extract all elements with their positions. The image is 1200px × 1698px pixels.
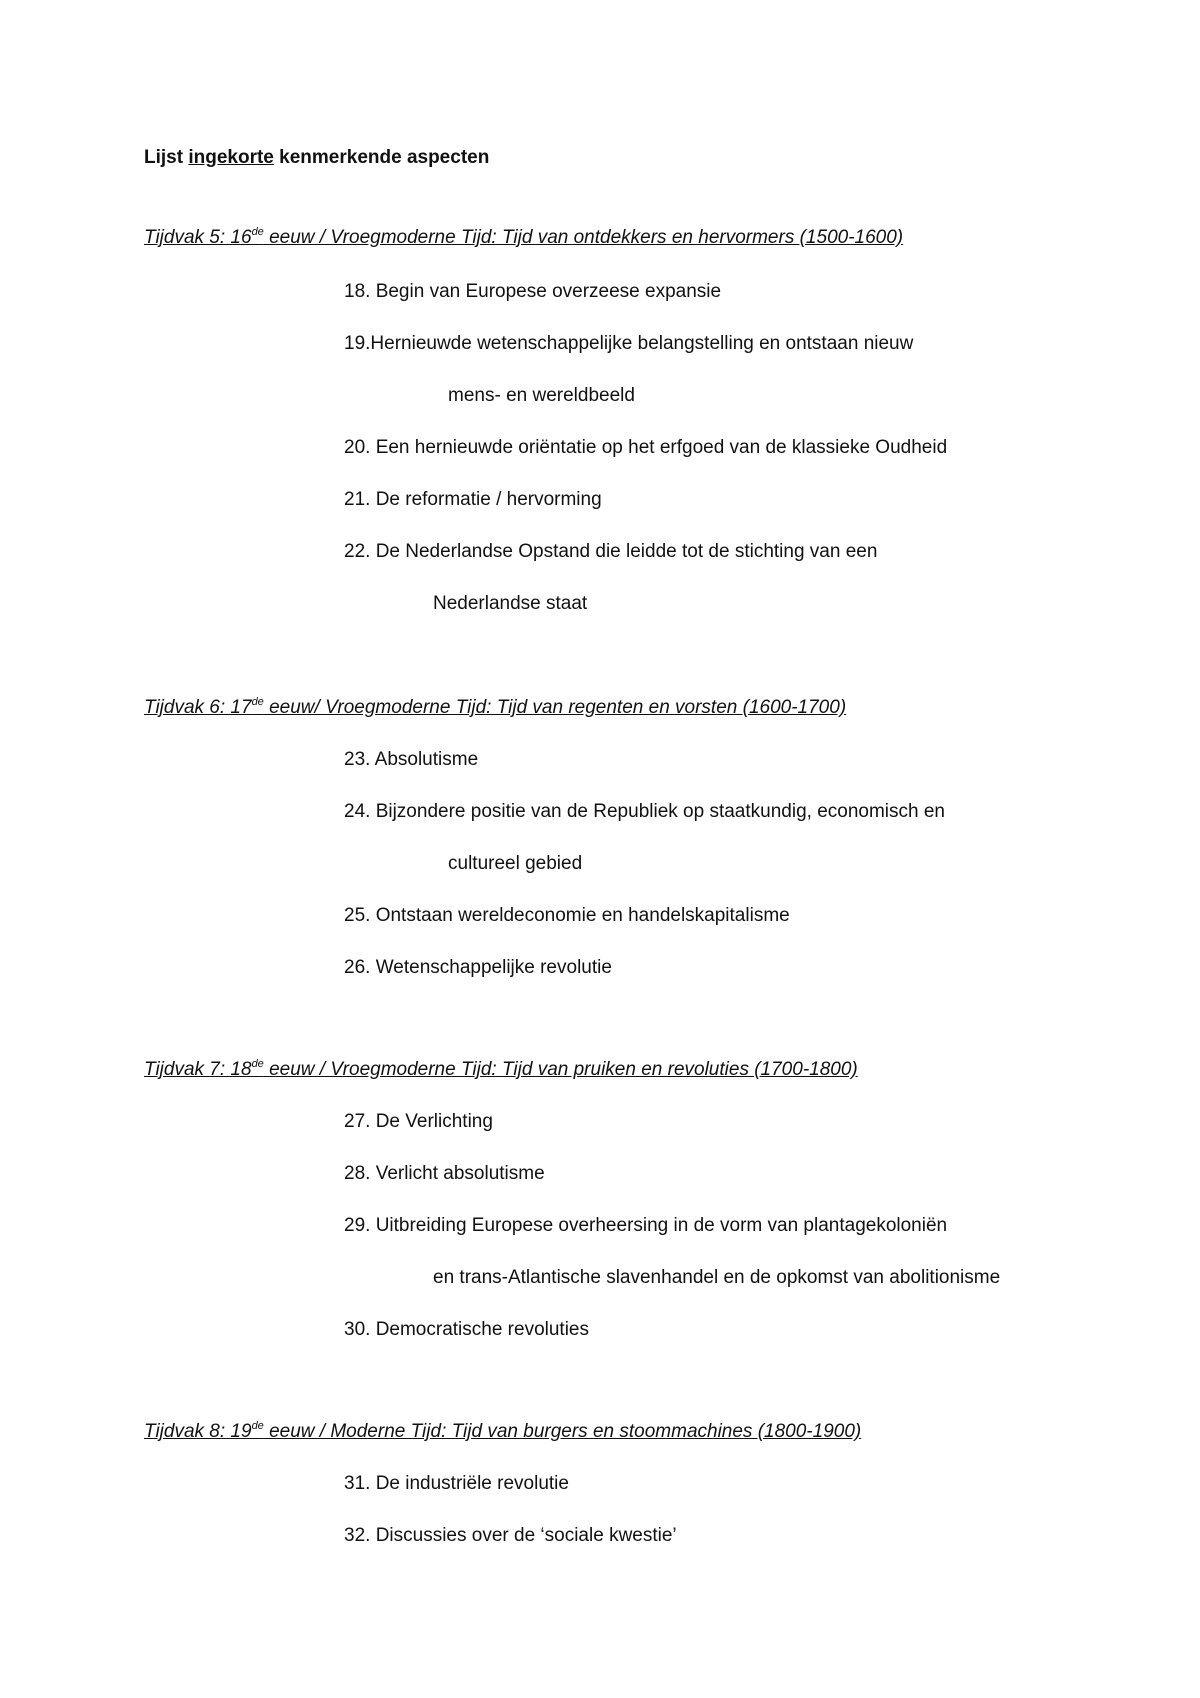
section-heading-tijdvak-8: Tijdvak 8: 19de eeuw / Moderne Tijd: Tijd van burgers en stoommachines (1800-1900) [144,1420,862,1442]
list-item-22-continuation: Nederlandse staat [433,593,588,614]
list-item-24: 24. Bijzondere positie van de Republiek op staatkundig, economisch en [344,801,945,822]
list-item-30: 30. Democratische revoluties [344,1319,589,1340]
section-heading-tijdvak-5: Tijdvak 5: 16de eeuw / Vroegmoderne Tijd: Tijd van ontdekkers en hervormers (1500-1600) [144,226,904,248]
list-item-32: 32. Discussies over de ‘sociale kwestie’ [344,1525,677,1546]
list-item-29-continuation: en trans-Atlantische slavenhandel en de opkomst van abolitionisme [433,1267,1001,1288]
document-title: Lijst ingekorte kenmerkende aspecten [144,147,490,168]
list-item-31: 31. De industriële revolutie [344,1473,569,1494]
list-item-22: 22. De Nederlandse Opstand die leidde tot de stichting van een [344,541,878,562]
list-item-23: 23. Absolutisme [344,749,479,770]
list-item-19: 19.Hernieuwde wetenschappelijke belangstelling en ontstaan nieuw [344,333,914,354]
list-item-27: 27. De Verlichting [344,1111,493,1132]
list-item-28: 28. Verlicht absolutisme [344,1163,545,1184]
section-heading-tijdvak-7: Tijdvak 7: 18de eeuw / Vroegmoderne Tijd: Tijd van pruiken en revoluties (1700-1800) [144,1058,858,1080]
title-underlined-word: ingekorte [188,147,274,168]
list-item-19-continuation: mens- en wereldbeeld [448,385,635,406]
list-item-24-continuation: cultureel gebied [448,853,583,874]
list-item-21: 21. De reformatie / hervorming [344,489,602,510]
list-item-26: 26. Wetenschappelijke revolutie [344,957,612,978]
list-item-20: 20. Een hernieuwde oriëntatie op het erfgoed van de klassieke Oudheid [344,437,948,458]
section-heading-tijdvak-6: Tijdvak 6: 17de eeuw/ Vroegmoderne Tijd: Tijd van regenten en vorsten (1600-1700) [144,696,847,718]
list-item-25: 25. Ontstaan wereldeconomie en handelskapitalisme [344,905,790,926]
list-item-18: 18. Begin van Europese overzeese expansie [344,281,722,302]
list-item-29: 29. Uitbreiding Europese overheersing in de vorm van plantagekoloniën [344,1215,948,1236]
